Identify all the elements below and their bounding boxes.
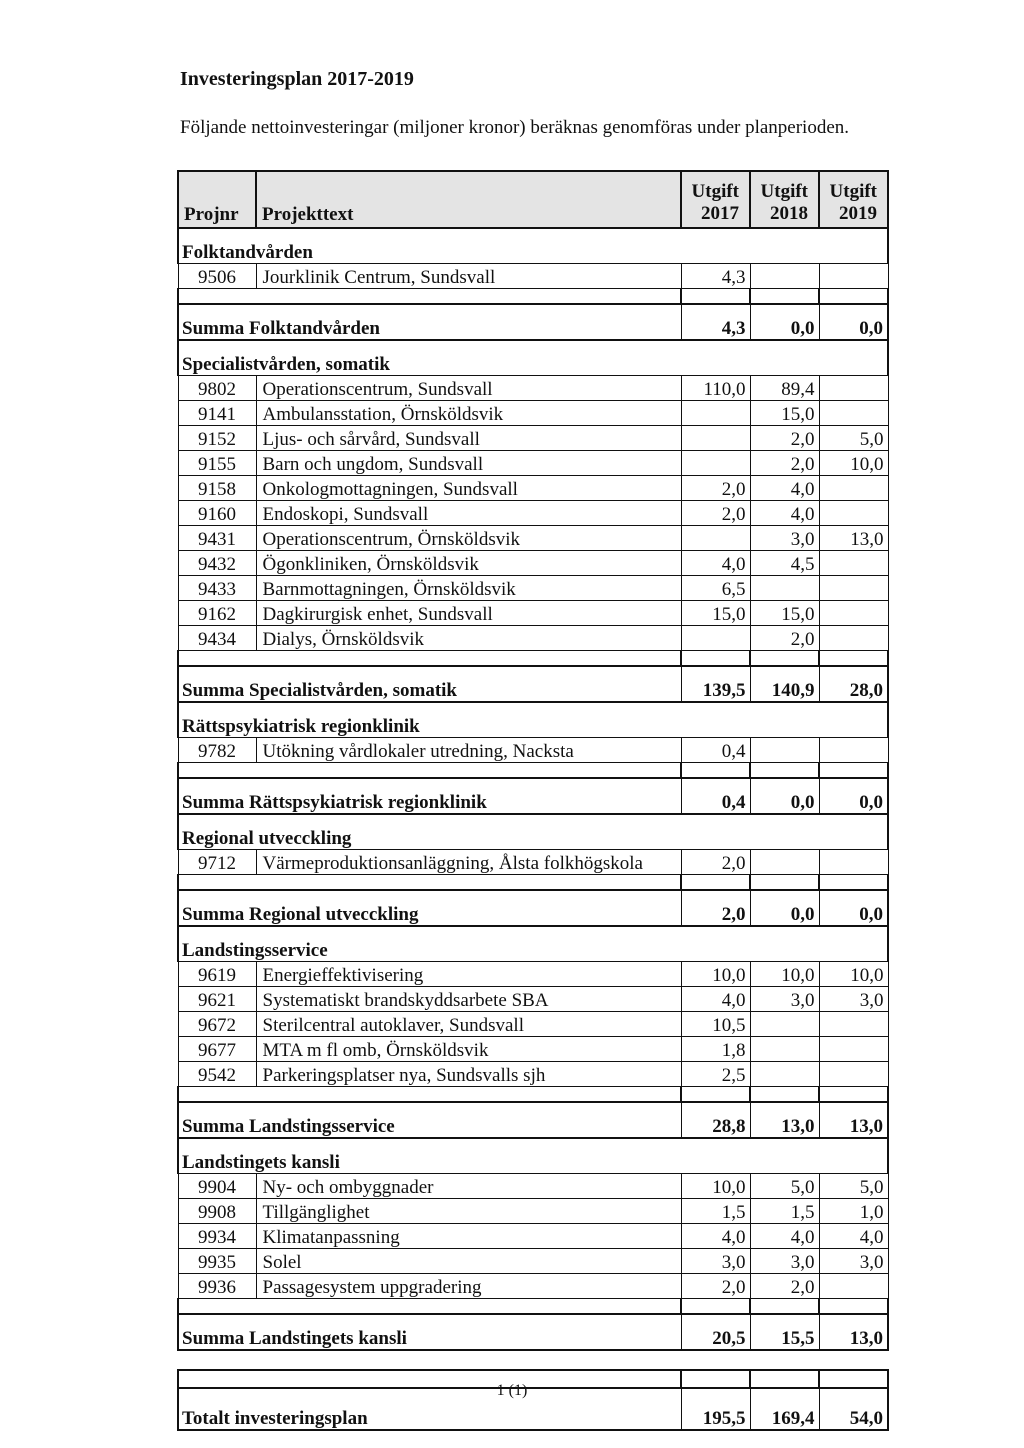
section-row [178,814,888,850]
value-2017: 1,8 [681,1037,750,1062]
table-row [178,451,888,476]
value-2017: 110,0 [681,376,750,401]
section-title: Landstingets kansli [178,1138,888,1174]
project-number: 9712 [178,850,256,875]
project-number: 9433 [178,576,256,601]
spacer-cell [178,763,681,779]
value-2018: 2,0 [750,1274,819,1299]
project-text: Parkeringsplatser nya, Sundsvalls sjh [256,1062,681,1087]
project-number: 9782 [178,738,256,763]
value-2019 [819,1012,888,1037]
sum-label: Summa Regional utvecckling [178,890,681,926]
table-row [178,1224,888,1249]
project-text: Endoskopi, Sundsvall [256,501,681,526]
project-text: Ljus- och sårvård, Sundsvall [256,426,681,451]
table-row [178,264,888,289]
project-text: Utökning vårdlokaler utredning, Nacksta [256,738,681,763]
value-2019 [819,626,888,651]
project-text: Sterilcentral autoklaver, Sundsvall [256,1012,681,1037]
table-row [178,576,888,601]
value-2017: 2,0 [681,501,750,526]
project-number: 9935 [178,1249,256,1274]
project-text: Systematiskt brandskyddsarbete SBA [256,987,681,1012]
spacer-cell [681,1087,750,1103]
value-2019: 10,0 [819,451,888,476]
project-number: 9904 [178,1174,256,1199]
spacer-row [178,1350,888,1370]
project-text: Tillgänglighet [256,1199,681,1224]
table-row [178,601,888,626]
value-2019 [819,401,888,426]
value-2017: 1,5 [681,1199,750,1224]
section-title: Regional utvecckling [178,814,888,850]
header-projekttext: Projekttext [256,171,681,228]
value-2017: 10,0 [681,962,750,987]
section-title: Folktandvården [178,228,888,264]
document-title: Investeringsplan 2017-2019 [180,68,414,90]
spacer-cell [681,1299,750,1315]
value-2018 [750,1012,819,1037]
spacer-cell [819,651,888,667]
value-2018: 15,0 [750,401,819,426]
value-2017 [681,526,750,551]
value-2018 [750,1037,819,1062]
value-2017 [681,626,750,651]
sum-row [178,778,888,814]
table-header [178,171,888,228]
value-2017 [681,426,750,451]
value-2017: 2,0 [681,1274,750,1299]
table-row [178,376,888,401]
spacer-cell [681,651,750,667]
spacer-cell [681,289,750,305]
value-2019 [819,850,888,875]
value-2018: 3,0 [750,526,819,551]
section-row [178,702,888,738]
project-text: MTA m fl omb, Örnsköldsvik [256,1037,681,1062]
table-row [178,738,888,763]
project-text: Operationscentrum, Sundsvall [256,376,681,401]
value-2019 [819,1037,888,1062]
value-2018: 2,0 [750,626,819,651]
total-label: Totalt investeringsplan [178,1388,681,1430]
spacer-row [178,875,888,891]
spacer-cell [750,763,819,779]
sum-2018: 15,5 [750,1314,819,1350]
table-row [178,401,888,426]
value-2018 [750,1062,819,1087]
value-2019 [819,1274,888,1299]
spacer-cell [178,875,681,891]
spacer-cell [681,875,750,891]
total-2018: 169,4 [750,1388,819,1430]
project-number: 9542 [178,1062,256,1087]
project-text: Ögonkliniken, Örnsköldsvik [256,551,681,576]
value-2019: 5,0 [819,1174,888,1199]
section-row [178,926,888,962]
project-number: 9434 [178,626,256,651]
value-2018: 4,0 [750,476,819,501]
value-2018: 15,0 [750,601,819,626]
sum-2018: 140,9 [750,666,819,702]
sum-2019: 28,0 [819,666,888,702]
spacer-cell [681,763,750,779]
project-text: Energieffektivisering [256,962,681,987]
value-2018 [750,264,819,289]
value-2017: 4,0 [681,551,750,576]
value-2017: 2,5 [681,1062,750,1087]
sum-2018: 13,0 [750,1102,819,1138]
header-utgift-2017: Utgift 2017 [681,171,750,228]
project-text: Dialys, Örnsköldsvik [256,626,681,651]
spacer-cell [178,651,681,667]
spacer-cell [178,1350,888,1370]
total-2019: 54,0 [819,1388,888,1430]
table-row [178,1249,888,1274]
value-2017: 10,5 [681,1012,750,1037]
sum-2018: 0,0 [750,304,819,340]
sum-2017: 20,5 [681,1314,750,1350]
table-row [178,551,888,576]
spacer-row [178,763,888,779]
sum-label: Summa Specialistvården, somatik [178,666,681,702]
table-row [178,1012,888,1037]
section-title: Rättspsykiatrisk regionklinik [178,702,888,738]
value-2019: 4,0 [819,1224,888,1249]
sum-2019: 13,0 [819,1314,888,1350]
sum-row [178,890,888,926]
value-2018: 3,0 [750,987,819,1012]
table-row [178,962,888,987]
value-2017: 10,0 [681,1174,750,1199]
project-number: 9936 [178,1274,256,1299]
value-2018 [750,738,819,763]
project-number: 9908 [178,1199,256,1224]
project-text: Ambulansstation, Örnsköldsvik [256,401,681,426]
value-2018 [750,850,819,875]
sum-label: Summa Landstingsservice [178,1102,681,1138]
project-number: 9621 [178,987,256,1012]
project-number: 9160 [178,501,256,526]
value-2017: 3,0 [681,1249,750,1274]
value-2018 [750,576,819,601]
project-number: 9677 [178,1037,256,1062]
value-2019 [819,376,888,401]
project-text: Barn och ungdom, Sundsvall [256,451,681,476]
value-2017: 2,0 [681,850,750,875]
sum-row [178,304,888,340]
project-number: 9431 [178,526,256,551]
value-2019 [819,501,888,526]
header-utgift-2018: Utgift 2018 [750,171,819,228]
value-2017: 6,5 [681,576,750,601]
spacer-cell [750,289,819,305]
section-row [178,340,888,376]
value-2019 [819,264,888,289]
sum-row [178,1102,888,1138]
project-text: Solel [256,1249,681,1274]
sum-2017: 2,0 [681,890,750,926]
project-number: 9155 [178,451,256,476]
value-2019: 13,0 [819,526,888,551]
value-2018: 1,5 [750,1199,819,1224]
table-row [178,526,888,551]
value-2018: 3,0 [750,1249,819,1274]
sum-2019: 0,0 [819,890,888,926]
sum-2019: 13,0 [819,1102,888,1138]
value-2017: 0,4 [681,738,750,763]
sum-2019: 0,0 [819,304,888,340]
spacer-row [178,289,888,305]
value-2019: 3,0 [819,987,888,1012]
page-number: 1 (1) [496,1382,528,1399]
value-2018: 89,4 [750,376,819,401]
value-2019 [819,601,888,626]
section-title: Specialistvården, somatik [178,340,888,376]
sum-row [178,1314,888,1350]
value-2018: 5,0 [750,1174,819,1199]
spacer-cell [178,1299,681,1315]
spacer-cell [178,1087,681,1103]
project-text: Klimatanpassning [256,1224,681,1249]
spacer-cell [819,1087,888,1103]
project-text: Barnmottagningen, Örnsköldsvik [256,576,681,601]
spacer-cell [750,651,819,667]
value-2019 [819,1062,888,1087]
value-2018: 2,0 [750,451,819,476]
project-number: 9141 [178,401,256,426]
sum-label: Summa Folktandvården [178,304,681,340]
sum-2017: 139,5 [681,666,750,702]
project-text: Jourklinik Centrum, Sundsvall [256,264,681,289]
project-text: Onkologmottagningen, Sundsvall [256,476,681,501]
investment-table [177,170,889,1431]
value-2018: 4,5 [750,551,819,576]
value-2019: 1,0 [819,1199,888,1224]
value-2017: 4,0 [681,1224,750,1249]
sum-2019: 0,0 [819,778,888,814]
sum-label: Summa Landstingets kansli [178,1314,681,1350]
sum-2017: 4,3 [681,304,750,340]
value-2019 [819,576,888,601]
value-2018: 10,0 [750,962,819,987]
project-number: 9432 [178,551,256,576]
project-text: Värmeproduktionsanläggning, Ålsta folkhögskola [256,850,681,875]
section-row [178,228,888,264]
section-row [178,1138,888,1174]
table-row [178,1174,888,1199]
table-row [178,1062,888,1087]
value-2018: 2,0 [750,426,819,451]
total-2017: 195,5 [681,1388,750,1430]
sum-2017: 28,8 [681,1102,750,1138]
table-row [178,1274,888,1299]
table-row [178,987,888,1012]
table-row [178,850,888,875]
value-2017: 4,3 [681,264,750,289]
value-2017 [681,451,750,476]
sum-label: Summa Rättspsykiatrisk regionklinik [178,778,681,814]
value-2019 [819,551,888,576]
value-2017: 2,0 [681,476,750,501]
value-2017: 4,0 [681,987,750,1012]
spacer-row [178,651,888,667]
sum-2018: 0,0 [750,778,819,814]
table-row [178,626,888,651]
project-number: 9152 [178,426,256,451]
table-row [178,501,888,526]
project-number: 9619 [178,962,256,987]
table-row [178,1037,888,1062]
sum-2017: 0,4 [681,778,750,814]
project-text: Ny- och ombyggnader [256,1174,681,1199]
project-number: 9158 [178,476,256,501]
table-row [178,1199,888,1224]
value-2017 [681,401,750,426]
project-number: 9802 [178,376,256,401]
project-number: 9162 [178,601,256,626]
project-text: Passagesystem uppgradering [256,1274,681,1299]
value-2019 [819,476,888,501]
value-2019: 10,0 [819,962,888,987]
project-text: Operationscentrum, Örnsköldsvik [256,526,681,551]
spacer-cell [750,1087,819,1103]
intro-text: Följande nettoinvesteringar (miljoner kronor) beräknas genomföras under planperioden. [180,117,850,138]
sum-2018: 0,0 [750,890,819,926]
table-row [178,426,888,451]
spacer-row [178,1299,888,1315]
spacer-cell [819,875,888,891]
sum-row [178,666,888,702]
spacer-row [178,1087,888,1103]
value-2019: 5,0 [819,426,888,451]
project-number: 9934 [178,1224,256,1249]
spacer-cell [178,289,681,305]
spacer-cell [750,875,819,891]
table-row [178,476,888,501]
project-text: Dagkirurgisk enhet, Sundsvall [256,601,681,626]
spacer-cell [750,1299,819,1315]
value-2017: 15,0 [681,601,750,626]
spacer-cell [819,289,888,305]
project-number: 9672 [178,1012,256,1037]
value-2019: 3,0 [819,1249,888,1274]
project-number: 9506 [178,264,256,289]
section-title: Landstingsservice [178,926,888,962]
spacer-cell [819,763,888,779]
header-utgift-2019: Utgift 2019 [819,171,888,228]
value-2019 [819,738,888,763]
value-2018: 4,0 [750,1224,819,1249]
value-2018: 4,0 [750,501,819,526]
spacer-cell [819,1299,888,1315]
header-projnr: Projnr [178,171,256,228]
